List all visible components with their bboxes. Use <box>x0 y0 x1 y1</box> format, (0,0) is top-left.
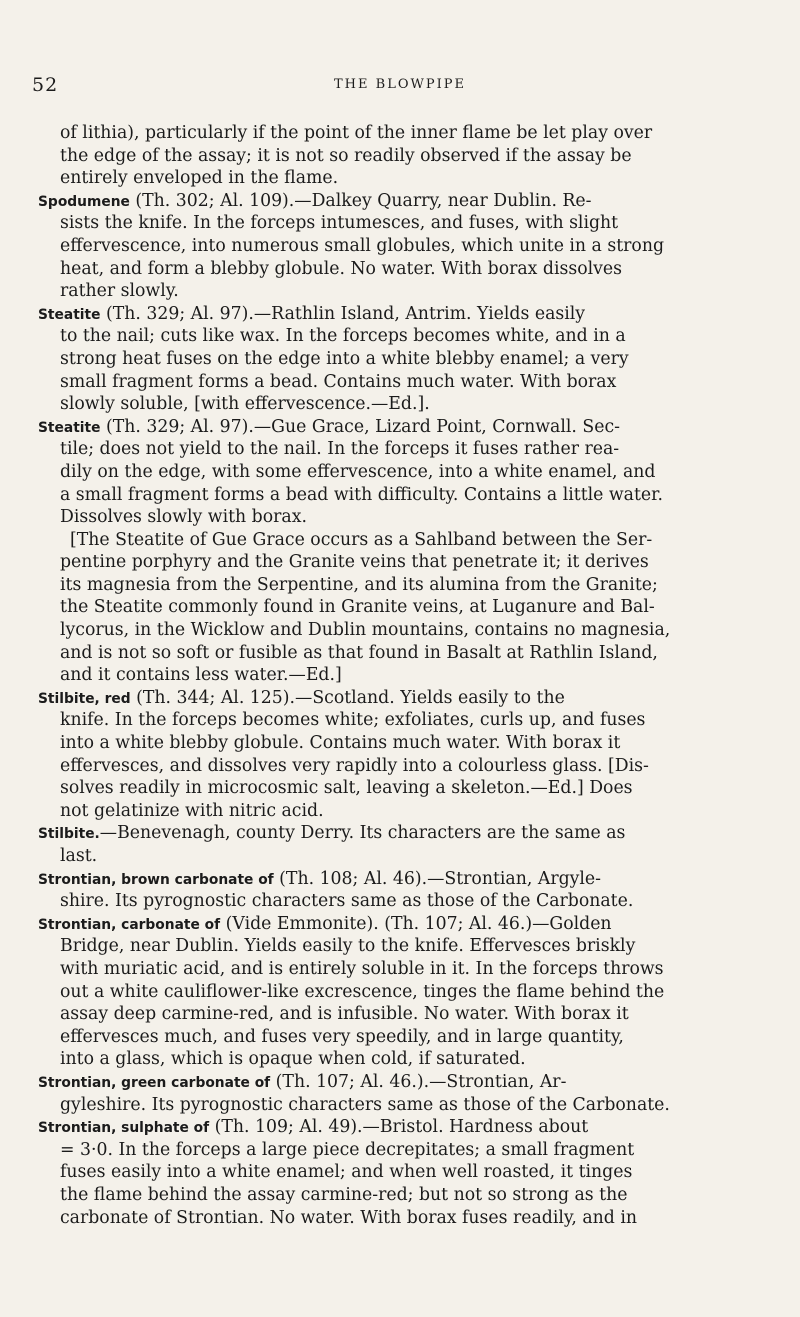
entry-heading-line <box>38 868 738 891</box>
entry-heading-line <box>38 1071 738 1094</box>
line-text: shire. Its pyrognostic characters same as those of the Carbonate. <box>60 891 634 912</box>
line-text: (Th. 329; Al. 97).—Rathlin Island, Antrim. Yields easily <box>100 303 586 324</box>
page-number: 52 <box>32 74 59 96</box>
text-line <box>38 280 738 303</box>
entry-heading-line <box>38 303 738 326</box>
line-text: and is not so soft or fusible as that found in Basalt at Rathlin Island, <box>60 642 658 663</box>
line-text: assay deep carmine-red, and is infusible. No water. With borax it <box>60 1004 629 1025</box>
text-line <box>38 777 738 800</box>
text-line <box>38 258 738 281</box>
mineral-name: Stilbite. <box>38 826 100 843</box>
line-text: (Th. 302; Al. 109).—Dalkey Quarry, near Dublin. Re- <box>129 190 592 211</box>
text-line <box>38 145 738 168</box>
line-text: gyleshire. Its pyrognostic characters same as those of the Carbonate. <box>60 1094 670 1115</box>
line-text: into a glass, which is opaque when cold, if saturated. <box>60 1049 526 1070</box>
line-text: Dissolves slowly with borax. <box>60 507 307 528</box>
line-text: into a white blebby globule. Contains much water. With borax it <box>60 733 621 754</box>
text-line <box>38 167 738 190</box>
line-text: the flame behind the assay carmine-red; but not so strong as the <box>60 1184 628 1205</box>
line-text: its magnesia from the Serpentine, and its alumina from the Granite; <box>60 574 658 595</box>
line-text: solves readily in microcosmic salt, leaving a skeleton.—Ed.] Does <box>60 778 633 799</box>
line-text: pentine porphyry and the Granite veins that penetrate it; it derives <box>60 552 649 573</box>
text-line <box>38 506 738 529</box>
page-body <box>38 122 738 1229</box>
text-line <box>38 1207 738 1230</box>
text-line <box>38 981 738 1004</box>
line-text: rather slowly. <box>60 281 179 302</box>
text-line <box>38 800 738 823</box>
mineral-name: Steatite <box>38 419 101 436</box>
text-line <box>38 235 738 258</box>
entry-heading-line <box>38 1116 738 1139</box>
entry-heading-line <box>38 416 738 439</box>
line-text: effervesces much, and fuses very speedily, and in large quantity, <box>60 1026 624 1047</box>
text-line <box>38 596 738 619</box>
text-line <box>38 438 738 461</box>
line-text: effervescence, into numerous small globules, which unite in a strong <box>60 235 665 256</box>
line-text: tile; does not yield to the nail. In the forceps it fuses rather rea- <box>60 439 620 460</box>
line-text: —Benevenagh, county Derry. Its characters are the same as <box>99 823 626 844</box>
line-text: Bridge, near Dublin. Yields easily to the knife. Effervesces briskly <box>60 936 636 957</box>
text-line <box>38 1048 738 1071</box>
text-line <box>38 732 738 755</box>
line-text: with muriatic acid, and is entirely soluble in it. In the forceps throws <box>60 958 664 979</box>
entry-heading-line <box>38 822 738 845</box>
line-text: (Th. 109; Al. 49).—Bristol. Hardness about <box>209 1117 589 1138</box>
mineral-name: Strontian, sulphate of <box>38 1120 210 1137</box>
text-line <box>38 755 738 778</box>
entry-heading-line <box>38 190 738 213</box>
line-text: (Th. 344; Al. 125).—Scotland. Yields easily to the <box>130 687 565 708</box>
line-text: entirely enveloped in the flame. <box>60 168 339 189</box>
text-line <box>38 642 738 665</box>
line-text: of lithia), particularly if the point of the inner flame be let play over <box>60 123 653 143</box>
text-line <box>38 461 738 484</box>
text-line <box>38 122 738 145</box>
line-text: = 3·0. In the forceps a large piece decrepitates; a small fragment <box>60 1139 635 1160</box>
page-header <box>0 74 800 98</box>
text-line <box>38 709 738 732</box>
line-text: fuses easily into a white enamel; and when well roasted, it tinges <box>60 1162 633 1183</box>
text-line <box>38 1003 738 1026</box>
line-text: strong heat fuses on the edge into a white blebby enamel; a very <box>60 348 629 369</box>
text-line <box>38 212 738 235</box>
line-text: carbonate of Strontian. No water. With borax fuses readily, and in <box>60 1207 638 1228</box>
line-text: effervesces, and dissolves very rapidly into a colourless glass. [Dis- <box>60 755 649 776</box>
entry-heading-line <box>38 913 738 936</box>
text-line <box>38 484 738 507</box>
mineral-name: Strontian, brown carbonate of <box>38 871 274 888</box>
text-line <box>38 348 738 371</box>
line-text: sists the knife. In the forceps intumesces, and fuses, with slight <box>60 213 619 234</box>
line-text: and it contains less water.—Ed.] <box>60 665 342 686</box>
mineral-name: Strontian, green carbonate of <box>38 1074 271 1091</box>
text-line <box>38 574 738 597</box>
text-line <box>38 935 738 958</box>
text-line <box>38 845 738 868</box>
mineral-name: Steatite <box>38 306 101 323</box>
text-line <box>38 529 738 552</box>
text-line <box>38 619 738 642</box>
line-text: out a white cauliflower-like excrescence, tinges the flame behind the <box>60 981 665 1002</box>
mineral-name: Stilbite, red <box>38 690 131 707</box>
text-line <box>38 1161 738 1184</box>
line-text: knife. In the forceps becomes white; exfoliates, curls up, and fuses <box>60 710 646 731</box>
line-text: the Steatite commonly found in Granite veins, at Luganure and Bal- <box>60 597 655 618</box>
running-head: THE BLOWPIPE <box>334 77 466 92</box>
line-text: (Th. 107; Al. 46.).—Strontian, Ar- <box>270 1071 567 1092</box>
line-text: a small fragment forms a bead with difficulty. Contains a little water. <box>60 484 664 505</box>
line-text: heat, and form a blebby globule. No water. With borax dissolves <box>60 258 623 279</box>
text-line <box>38 958 738 981</box>
text-line <box>38 890 738 913</box>
mineral-name: Strontian, carbonate of <box>38 916 221 933</box>
line-text: not gelatinize with nitric acid. <box>60 800 324 821</box>
text-line <box>38 371 738 394</box>
line-text: lycorus, in the Wicklow and Dublin mountains, contains no magnesia, <box>60 620 671 641</box>
line-text: (Th. 108; Al. 46).—Strontian, Argyle- <box>273 868 601 889</box>
text-line <box>38 1026 738 1049</box>
mineral-name: Spodumene <box>38 193 130 210</box>
text-line <box>38 1094 738 1117</box>
entry-heading-line <box>38 687 738 710</box>
line-text: (Th. 329; Al. 97).—Gue Grace, Lizard Point, Cornwall. Sec- <box>100 416 620 437</box>
text-line <box>38 1184 738 1207</box>
text-line <box>38 393 738 416</box>
line-text: the edge of the assay; it is not so readily observed if the assay be <box>60 145 632 166</box>
text-line <box>38 1139 738 1162</box>
line-text: slowly soluble, [with effervescence.—Ed.]. <box>60 394 430 415</box>
line-text: dily on the edge, with some effervescence, into a white enamel, and <box>60 461 656 482</box>
text-line <box>38 551 738 574</box>
line-text: small fragment forms a bead. Contains much water. With borax <box>60 371 617 392</box>
line-text: [The Steatite of Gue Grace occurs as a Sahlband between the Ser- <box>70 529 653 550</box>
line-text: (Vide Emmonite). (Th. 107; Al. 46.)—Golden <box>220 913 612 934</box>
text-line <box>38 325 738 348</box>
text-line <box>38 664 738 687</box>
line-text: to the nail; cuts like wax. In the forceps becomes white, and in a <box>60 326 626 347</box>
line-text: last. <box>60 846 98 866</box>
